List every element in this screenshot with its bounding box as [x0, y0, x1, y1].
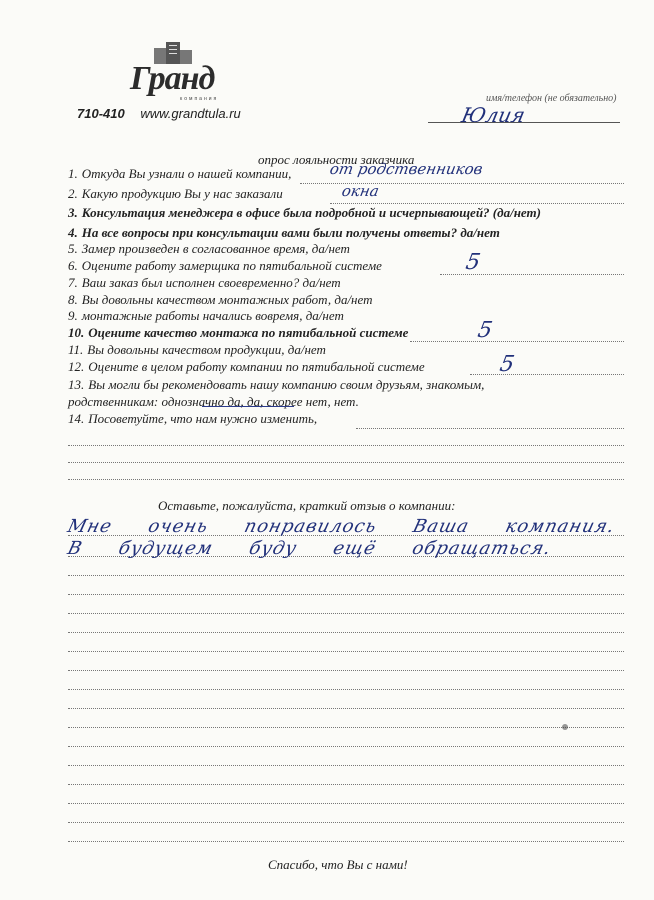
company-contacts [77, 106, 241, 121]
answer-1[interactable]: от родственников [328, 160, 485, 178]
survey-title: опрос лояльности заказчика [258, 152, 415, 167]
logo-word: Гранд [130, 60, 215, 97]
question-2: 2. Какую продукцию Вы у нас заказали [68, 186, 283, 201]
answer-line [410, 341, 624, 342]
answer-line [68, 462, 624, 463]
review-line [68, 651, 624, 652]
review-line [68, 670, 624, 671]
review-title: Оставьте, пожалуйста, краткий отзыв о компании: [158, 498, 456, 513]
company-site: www.grandtula.ru [140, 106, 241, 121]
question-7: 7. Ваш заказ был исполнен своевременно? да/нет [68, 275, 341, 290]
review-line [68, 575, 624, 576]
question-5: 5. Замер произведен в согласованное время, да/нет [68, 241, 350, 256]
review-line [68, 841, 624, 842]
name-underline [428, 122, 620, 123]
review-line [68, 708, 624, 709]
review-line [68, 594, 624, 595]
logo-subtitle: компания [180, 96, 219, 102]
answer-6[interactable]: 5 [463, 250, 483, 275]
answer-line [68, 479, 624, 480]
review-line [68, 613, 624, 614]
review-text-line-2[interactable]: В будущем буду ещё обращаться. [65, 538, 554, 559]
review-text-line-1[interactable]: Мне очень понравилось Ваша компания. [65, 516, 618, 537]
thanks-text: Спасибо, что Вы с нами! [268, 857, 408, 872]
question-12: 12. Оцените в целом работу компании по пятибальной системе [68, 359, 425, 374]
name-phone-hint: имя/телефон (не обязательно) [486, 93, 617, 104]
question-3: 3. Консультация менеджера в офисе была подробной и исчерпывающей? (да/нет) [68, 205, 541, 220]
ink-mark [562, 724, 568, 730]
question-13: 13. Вы могли бы рекомендовать нашу компанию своим друзьям, знакомым, [68, 377, 485, 392]
selected-option-mark [202, 394, 294, 407]
answer-line [330, 203, 624, 204]
question-1: 1. Откуда Вы узнали о нашей компании, [68, 166, 292, 181]
review-line [68, 689, 624, 690]
respondent-name[interactable]: Юлия [459, 103, 528, 127]
review-line [68, 632, 624, 633]
review-line [68, 803, 624, 804]
answer-line [470, 374, 624, 375]
review-line [68, 765, 624, 766]
company-logo [128, 42, 218, 100]
answer-2[interactable]: окна [340, 182, 381, 200]
question-11: 11. Вы довольны качеством продукции, да/нет [68, 342, 326, 357]
company-phone: 710-410 [77, 106, 125, 121]
review-line [68, 727, 624, 728]
question-14: 14. Посоветуйте, что нам нужно изменить, [68, 411, 318, 426]
review-line [68, 746, 624, 747]
question-4: 4. На все вопросы при консультации вами были получены ответы? да/нет [68, 225, 500, 240]
answer-line [440, 274, 624, 275]
review-line [68, 822, 624, 823]
answer-line [68, 445, 624, 446]
answer-12[interactable]: 5 [497, 352, 517, 377]
review-line [68, 784, 624, 785]
question-9: 9. монтажные работы начались вовремя, да/нет [68, 308, 344, 323]
question-8: 8. Вы довольны качеством монтажных работ, да/нет [68, 292, 373, 307]
answer-10[interactable]: 5 [475, 318, 495, 343]
answer-line [356, 428, 624, 429]
question-10: 10. Оцените качество монтажа по пятибальной системе [68, 325, 409, 340]
question-13-options: родственникам: однозначно да, да, скорее нет, нет. [68, 394, 359, 409]
question-6: 6. Оцените работу замерщика по пятибальной системе [68, 258, 382, 273]
